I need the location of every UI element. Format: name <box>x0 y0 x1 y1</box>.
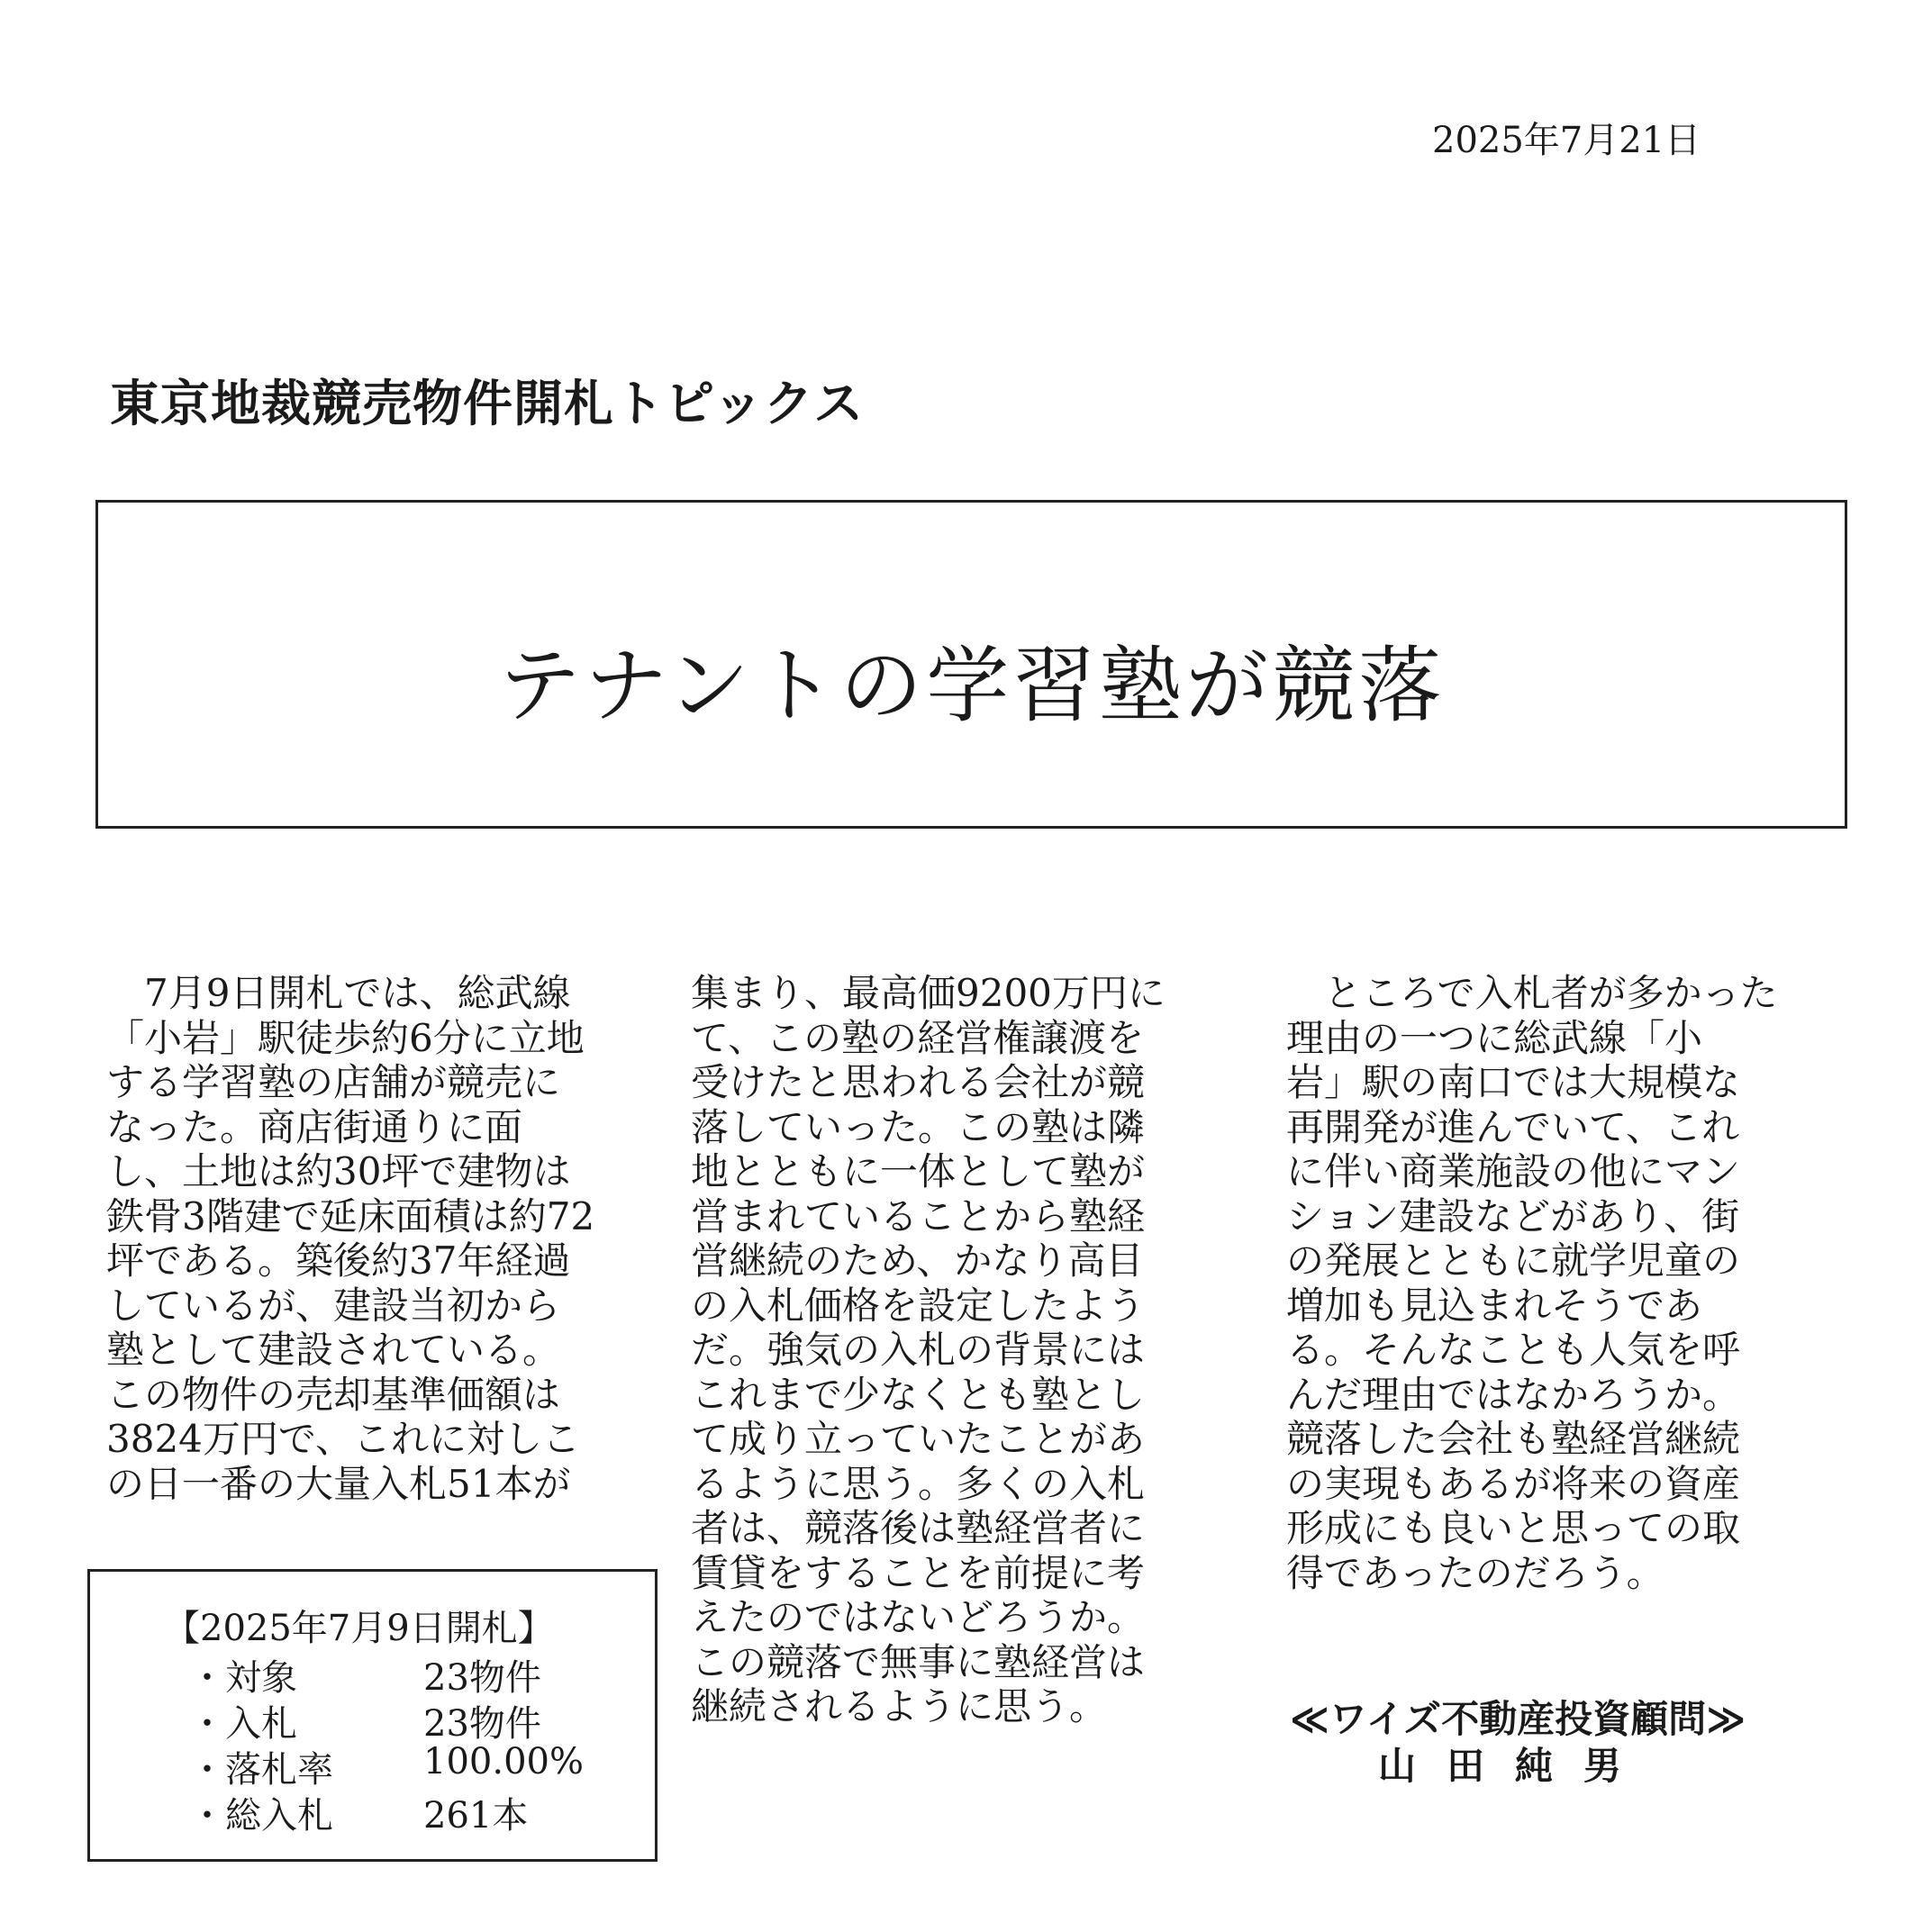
text-line: の実現もあるが将来の資産 <box>1286 1461 1741 1506</box>
text-line: この競落で無事に塾経営は <box>691 1639 1146 1684</box>
text-line: 岩」駅の南口では大規模な <box>1286 1060 1741 1104</box>
text-line: 受けたと思われる会社が競 <box>691 1060 1146 1104</box>
summary-label: ・入札 <box>189 1703 297 1745</box>
summary-value: 100.00% <box>423 1741 584 1782</box>
text-line: 形成にも良いと思っての取 <box>1286 1506 1741 1550</box>
document-date: 2025年7月21日 <box>1432 120 1701 161</box>
text-line: ところで入札者が多かった <box>1286 971 1778 1015</box>
text-line: 再開発が進んでいて、これ <box>1286 1104 1740 1149</box>
summary-label: ・対象 <box>189 1657 297 1699</box>
text-line: 「小岩」駅徒歩約6分に立地 <box>106 1015 585 1060</box>
text-line: んだ理由ではなかろうか。 <box>1286 1372 1741 1417</box>
text-line: の入札価格を設定したよう <box>691 1283 1146 1328</box>
text-line: 営継続のため、かなり高目 <box>691 1238 1144 1283</box>
text-line: だ。強気の入札の背景には <box>691 1328 1146 1372</box>
text-line: 理由の一つに総武線「小 <box>1286 1015 1703 1060</box>
article-column-1 <box>106 971 594 1506</box>
text-line: 得であったのだろう。 <box>1286 1550 1664 1595</box>
text-line: えたのではないどろうか。 <box>691 1595 1146 1639</box>
text-line: 営まれていることから塾経 <box>691 1193 1146 1238</box>
text-line: るように思う。多くの入札 <box>691 1461 1146 1506</box>
text-line: 集まり、最高価9200万円に <box>691 971 1166 1015</box>
company-name: ≪ワイズ不動産投資顧問≫ <box>1290 1697 1746 1741</box>
text-line: 賃貸をすることを前提に考 <box>691 1550 1146 1595</box>
summary-value: 261本 <box>423 1795 529 1837</box>
text-line: 3824万円で、これに対しこ <box>106 1417 581 1461</box>
text-line: 7月9日開札では、総武線 <box>106 971 571 1015</box>
text-line: なった。商店街通りに面 <box>106 1104 523 1149</box>
text-line: て、この塾の経営権譲渡を <box>691 1015 1145 1060</box>
text-line: 継続されるように思う。 <box>691 1684 1108 1728</box>
text-line: この物件の売却基準価額は <box>106 1372 561 1417</box>
text-line: しているが、建設当初から <box>106 1283 561 1328</box>
text-line: 増加も見込まれそうであ <box>1286 1283 1703 1328</box>
text-line: る。そんなことも人気を呼 <box>1286 1328 1741 1372</box>
headline-box <box>95 500 1847 829</box>
auction-summary-box <box>87 1569 658 1862</box>
text-line: の日一番の大量入札51本が <box>106 1461 571 1506</box>
summary-value: 23物件 <box>423 1657 541 1699</box>
text-line: 坪である。築後約37年経過 <box>106 1238 571 1283</box>
article-column-3 <box>1286 971 1778 1595</box>
series-title: 東京地裁競売物件開札トピックス <box>110 375 865 432</box>
text-line: する学習塾の店舗が競売に <box>106 1060 561 1104</box>
text-line: 地とともに一体として塾が <box>691 1149 1146 1193</box>
text-line: 落していった。この塾は隣 <box>691 1104 1146 1149</box>
text-line: の発展とともに就学児童の <box>1286 1238 1741 1283</box>
summary-heading: 【2025年7月9日開札】 <box>164 1608 554 1649</box>
headline: テナントの学習塾が競落 <box>497 638 1446 734</box>
author-name: 山田純男 <box>1378 1744 1653 1788</box>
summary-label: ・総入札 <box>189 1795 333 1837</box>
text-line: に伴い商業施設の他にマン <box>1286 1149 1741 1193</box>
text-line: て成り立っていたことがあ <box>691 1417 1146 1461</box>
text-line: 者は、競落後は塾経営者に <box>691 1506 1146 1550</box>
text-line: これまで少なくとも塾とし <box>691 1372 1146 1417</box>
text-line: 鉄骨3階建で延床面積は約72 <box>106 1193 595 1238</box>
text-line: 競落した会社も塾経営継続 <box>1286 1417 1741 1461</box>
text-line: ション建設などがあり、街 <box>1286 1193 1740 1238</box>
text-line: し、土地は約30坪で建物は <box>106 1149 571 1193</box>
article-column-2 <box>691 971 1166 1729</box>
summary-label: ・落札率 <box>189 1749 333 1791</box>
text-line: 塾として建設されている。 <box>106 1328 561 1372</box>
summary-value: 23物件 <box>423 1703 541 1745</box>
